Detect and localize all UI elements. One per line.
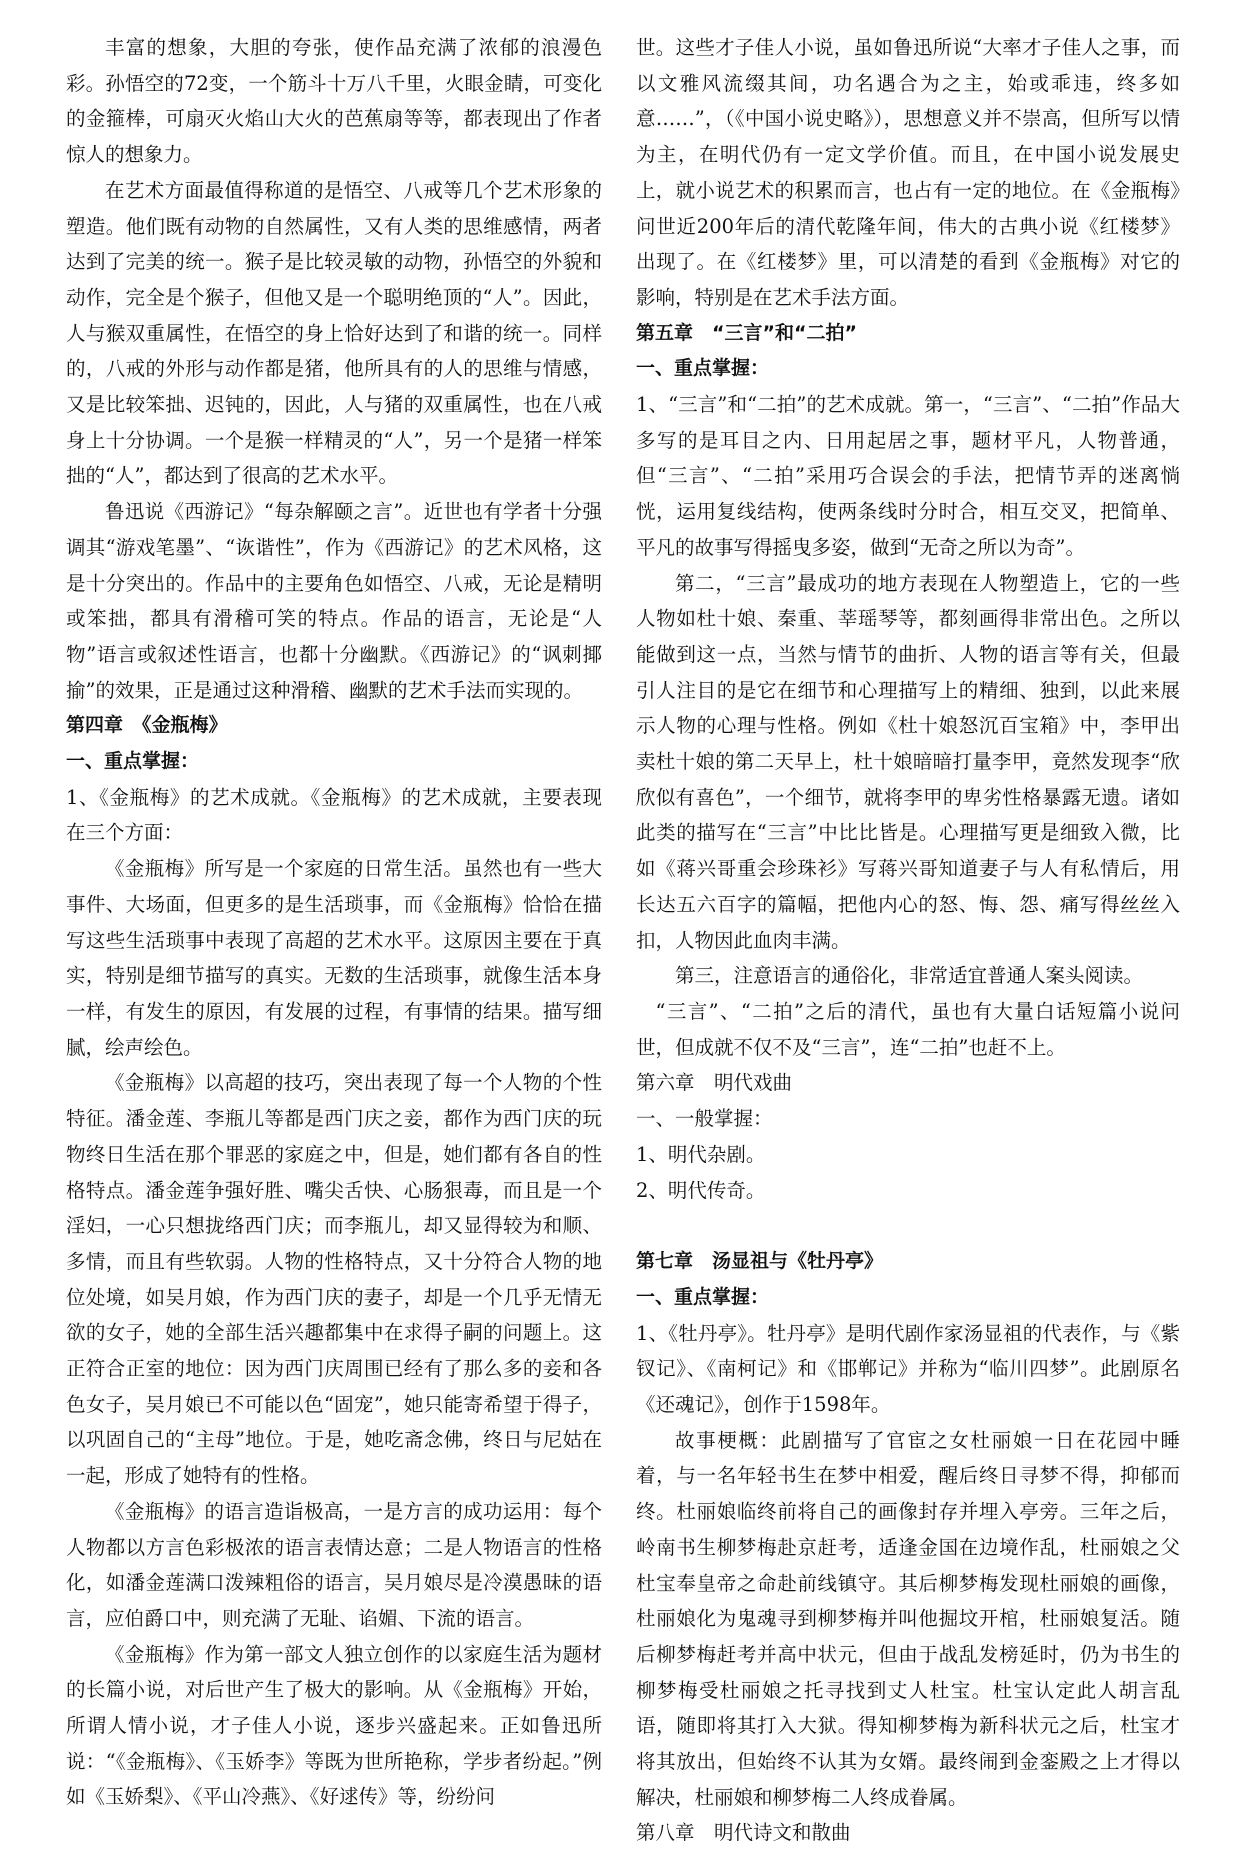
section-heading: 第七章 汤显祖与《牡丹亭》 xyxy=(636,1250,884,1273)
paragraph: 第六章 明代戏曲 xyxy=(636,1071,793,1095)
paragraph: 第三，注意语言的通俗化，非常适宜普通人案头阅读。 xyxy=(675,964,1144,988)
paragraph: 在艺术方面最值得称道的是悟空、八戒等几个艺术形象的塑造。他们既有动物的自然属性，又有人类的思维感情，两者达到了完美的统一。猴子是比较灵敏的动物，孙悟空的外貌和动作，完全是个猴子，但他又是一个聪明绝顶的“人”。因此，人与猴双重属性，在悟空的身上恰好达到了和谐的统一。同样的，八戒的外形与动作都是猪，他所具有的人的思维与情感，又是比较笨拙、迟钝的，因此，人与猪的双重属性，也在八戒身上十分协调。一个是猴一样精灵的“人”，另一个是猪一样笨拙的“人”，都达到了很高的艺术水平。 xyxy=(66,178,602,488)
paragraph: 1、《牡丹亭》。牡丹亭》是明代剧作家汤显祖的代表作，与《紫钗记》、《南柯记》和《邯郸记》并称为“临川四梦”。此剧原名《还魂记》，创作于1598年。 xyxy=(636,1321,1180,1417)
paragraph: 故事梗概：此剧描写了官宦之女杜丽娘一日在花园中睡着，与一名年轻书生在梦中相爱，醒后终日寻梦不得，抑郁而终。杜丽娘临终前将自己的画像封存并埋入亭旁。三年之后，岭南书生柳梦梅赴京赶考，适逢金国在边境作乱，杜丽娘之父杜宝奉皇帝之命赴前线镇守。其后柳梦梅发现杜丽娘的画像，杜丽娘化为鬼魂寻到柳梦梅并叫他掘坟开棺，杜丽娘复活。随后柳梦梅赶考并高中状元，但由于战乱发榜延时，仍为书生的柳梦梅受杜丽娘之托寻找到丈人杜宝。杜宝认定此人胡言乱语，随即将其打入大狱。得知柳梦梅为新科状元之后，杜宝才将其放出，但始终不认其为女婿。最终闹到金銮殿之上才得以解决，杜丽娘和柳梦梅二人终成眷属。 xyxy=(636,1428,1180,1809)
paragraph: 1、明代杂剧。 xyxy=(636,1142,766,1166)
section-heading: 一、重点掌握： xyxy=(636,1285,770,1308)
paragraph: 1、《金瓶梅》的艺术成就。《金瓶梅》的艺术成就，主要表现在三个方面： xyxy=(66,785,602,845)
paragraph: 1、“三言”和“二拍”的艺术成就。第一，“三言”、“二拍”作品大多写的是耳目之内、日用起居之事，题材平凡，人物普通，但“三言”、“二拍”采用巧合误会的手法，把情节弄的迷离惝恍，运用复线结构，使两条线时分时合，相互交叉，把简单、平凡的故事写得摇曳多姿，做到“无奇之所以为奇”。 xyxy=(636,393,1180,559)
paragraph: 《金瓶梅》以高超的技巧，突出表现了每一个人物的个性特征。潘金莲、李瓶儿等都是西门庆之妾，都作为西门庆的玩物终日生活在那个罪恶的家庭之中，但是，她们都有各自的性格特点。潘金莲争强好胜、嘴尖舌快、心肠狠毒，而且是一个淫妇，一心只想拢络西门庆；而李瓶儿，却又显得较为和顺、多情，而且有些软弱。人物的性格特点，又十分符合人物的地位处境，如吴月娘，作为西门庆的妻子，却是一个几乎无情无欲的女子，她的全部生活兴趣都集中在求得子嗣的问题上。这正符合正室的地位：因为西门庆周围已经有了那么多的妾和各色女子，吴月娘已不可能以色“固宠”，她只能寄希望于得子，以巩固自己的“主母”地位。于是，她吃斋念佛，终日与尼姑在一起，形成了她特有的性格。 xyxy=(66,1071,602,1488)
right-column xyxy=(636,30,1180,1851)
paragraph: 2、明代传奇。 xyxy=(636,1178,766,1202)
paragraph-gap xyxy=(636,1208,1180,1244)
left-column xyxy=(66,30,602,1815)
section-heading: 一、重点掌握： xyxy=(636,357,770,380)
paragraph: 《金瓶梅》所写是一个家庭的日常生活。虽然也有一些大事件、大场面，但更多的是生活琐事，而《金瓶梅》恰恰在描写这些生活琐事中表现了高超的艺术水平。这原因主要在于真实，特别是细节描写的真实。无数的生活琐事，就像生活本身一样，有发生的原因，有发展的过程，有事情的结果。描写细腻，绘声绘色。 xyxy=(66,857,602,1059)
paragraph: 第八章 明代诗文和散曲 xyxy=(636,1821,851,1845)
paragraph: 《金瓶梅》的语言造诣极高，一是方言的成功运用：每个人物都以方言色彩极浓的语言表情达意；二是人物语言的性格化，如潘金莲满口泼辣粗俗的语言，吴月娘尽是冷漠愚昧的语言，应伯爵口中，则充满了无耻、谄媚、下流的语言。 xyxy=(66,1499,602,1630)
paragraph: 《金瓶梅》作为第一部文人独立创作的以家庭生活为题材的长篇小说，对后世产生了极大的影响。从《金瓶梅》开始，所谓人情小说，才子佳人小说，逐步兴盛起来。正如鲁迅所说：“《金瓶梅》、《玉娇李》等既为世所艳称，学步者纷起。”例如《玉娇梨》、《平山冷燕》、《好逑传》等，纷纷问 xyxy=(66,1642,602,1809)
paragraph: 丰富的想象，大胆的夸张，使作品充满了浓郁的浪漫色彩。孙悟空的72变，一个筋斗十万八千里，火眼金睛，可变化的金箍棒，可扇灭火焰山大火的芭蕉扇等等，都表现出了作者惊人的想象力。 xyxy=(66,36,602,167)
paragraph: 世。这些才子佳人小说，虽如鲁迅所说“大率才子佳人之事，而以文雅风流缀其间，功名遇合为之主，始或乖违，终多如意……”，（《中国小说史略》），思想意义并不崇高，但所写以情为主，在明代仍有一定文学价值。而且，在中国小说发展史上，就小说艺术的积累而言，也占有一定的地位。在《金瓶梅》问世近200年后的清代乾隆年间，伟大的古典小说《红楼梦》出现了。在《红楼梦》里，可以清楚的看到《金瓶梅》对它的影响，特别是在艺术手法方面。 xyxy=(636,36,1180,309)
section-heading: 第五章 “三言”和“二拍” xyxy=(636,321,857,344)
section-heading: 第四章 《金瓶梅》 xyxy=(66,714,228,737)
paragraph: 一、一般掌握： xyxy=(636,1107,773,1131)
paragraph: 第二，“三言”最成功的地方表现在人物塑造上，它的一些人物如杜十娘、秦重、莘瑶琴等，都刻画得非常出色。之所以能做到这一点，当然与情节的曲折、人物的语言等有关，但最引人注目的是它在细节和心理描写上的精细、独到，以此来展示人物的心理与性格。例如《杜十娘怒沉百宝箱》中，李甲出卖杜十娘的第二天早上，杜十娘暗暗打量李甲，竟然发现李“欣欣似有喜色”，一个细节，就将李甲的卑劣性格暴露无遗。诸如此类的描写在“三言”中比比皆是。心理描写更是细致入微，比如《蒋兴哥重会珍珠衫》写蒋兴哥知道妻子与人有私情后，用长达五六百字的篇幅，把他内心的怒、悔、怨、痛写得丝丝入扣，人物因此血肉丰满。 xyxy=(636,571,1180,952)
section-heading: 一、重点掌握： xyxy=(66,750,200,773)
paragraph: “三言”、“二拍”之后的清代，虽也有大量白话短篇小说问世，但成就不仅不及“三言”，连“二拍”也赶不上。 xyxy=(636,999,1180,1059)
paragraph: 鲁迅说《西游记》“每杂解颐之言”。近世也有学者十分强调其“游戏笔墨”、“诙谐性”，作为《西游记》的艺术风格，这是十分突出的。作品中的主要角色如悟空、八戒，无论是精明或笨拙，都具有滑稽可笑的特点。作品的语言，无论是“人物”语言或叙述性语言，也都十分幽默。《西游记》的“讽刺揶揄”的效果，正是通过这种滑稽、幽默的艺术手法而实现的。 xyxy=(66,500,602,702)
